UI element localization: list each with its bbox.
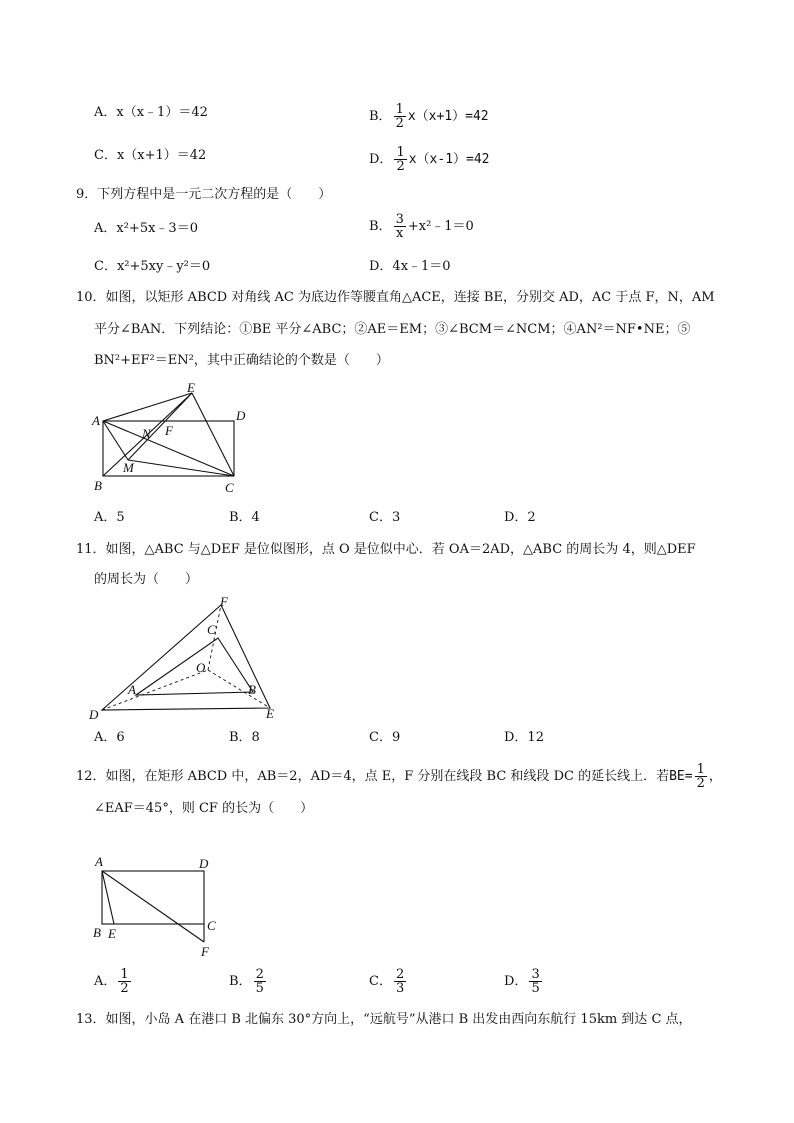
q10-option-b: B．4 — [229, 510, 260, 525]
q12-b-num: 2 — [255, 967, 264, 982]
q12-option-c — [369, 968, 408, 995]
q9-b-rest: +x²﹣1＝0 — [407, 219, 474, 234]
q12-a-label: A． — [94, 974, 117, 989]
q12-a-num: 1 — [120, 967, 129, 982]
q12-stem-text: 12．如图，在矩形 ABCD 中，AB＝2，AD＝4，点 E，F 分别在线段 BC 和线段 DC 的延长线上．若 — [76, 769, 670, 784]
q10-option-c: C．3 — [369, 510, 401, 525]
q13-stem-line1: 13．如图，小岛 A 在港口 B 北偏东 30°方向上，“远航号”从港口 B 出发由西向东航行 15km 到达 C 点， — [76, 1012, 692, 1027]
q11-ray-od — [102, 670, 208, 710]
q9-b-num: 3 — [395, 212, 404, 227]
q12-b-label: B． — [229, 974, 252, 989]
q8-option-c: C．x（x+1）＝42 — [94, 148, 207, 163]
q11-stem-line2: 的周长为（ ） — [94, 572, 199, 587]
q12-c-num: 2 — [395, 967, 405, 982]
q9-b-den: x — [396, 226, 404, 241]
q10-label-c: C — [225, 480, 234, 495]
q9-b-label: B． — [369, 219, 392, 234]
q10-label-e: E — [187, 380, 195, 395]
q12-segment-af — [102, 871, 204, 942]
q12-a-den: 2 — [120, 981, 129, 996]
q10-label-n: N — [142, 426, 151, 441]
q8-option-a: A．x（x﹣1）＝42 — [94, 105, 208, 120]
q11-label-f: F — [220, 594, 228, 609]
q12-ratio-num: 1 — [696, 762, 705, 777]
q12-option-d — [504, 968, 544, 995]
q11-label-a: A — [128, 682, 136, 697]
q11-label-e: E — [266, 706, 274, 721]
q8-option-b — [369, 103, 489, 130]
q10-label-m: M — [123, 460, 134, 475]
q12-label-b: B — [93, 925, 101, 940]
q12-c-den: 3 — [395, 981, 405, 996]
q8-b-num: 1 — [395, 102, 404, 117]
q12-rectangle — [102, 871, 204, 924]
q12-segment-ae — [102, 871, 114, 924]
q8-d-label: D． — [369, 152, 393, 167]
q10-stem-line3: BN²+EF²＝EN²，其中正确结论的个数是（ ） — [94, 353, 389, 368]
q10-label-f: F — [165, 423, 173, 438]
q10-option-d: D．2 — [504, 510, 536, 525]
q9-option-d: D．4x﹣1＝0 — [369, 259, 451, 274]
q11-stem-line1: 11．如图，△ABC 与△DEF 是位似图形，点 O 是位似中心．若 OA＝2AD，△ABC 的周长为 4，则△DEF — [76, 542, 696, 557]
q12-figure — [88, 850, 228, 962]
q9-option-a: A．x²+5x﹣3＝0 — [94, 221, 198, 236]
q12-ratio-den: 2 — [696, 776, 705, 791]
q8-d-fraction — [394, 146, 406, 173]
q10-stem-line1: 10．如图，以矩形 ABCD 对角线 AC 为底边作等腰直角△ACE，连接 BE，分别交 AD，AC 于点 F，N，AM — [76, 290, 715, 305]
q11-figure — [88, 590, 288, 725]
q8-d-num: 1 — [396, 145, 405, 160]
q12-option-a — [94, 968, 133, 995]
q12-d-num: 3 — [531, 967, 540, 982]
q12-label-f: F — [201, 944, 209, 959]
q12-stem-line2: ∠EAF＝45°，则 CF 的长为（ ） — [94, 801, 314, 816]
q11-label-d: D — [89, 707, 99, 722]
q8-b-fraction — [394, 103, 406, 130]
q9-stem: 9．下列方程中是一元二次方程的是（ ） — [76, 187, 332, 202]
q8-option-d — [369, 146, 490, 173]
q11-label-o: O — [196, 660, 206, 675]
q12-option-b — [229, 968, 268, 995]
q12-label-d: D — [199, 856, 209, 871]
q12-label-c: C — [207, 918, 216, 933]
q12-label-e: E — [108, 926, 116, 941]
q8-b-rest: x（x+1）=42 — [407, 109, 489, 124]
q10-figure — [90, 380, 260, 498]
q12-d-label: D． — [504, 974, 528, 989]
q12-b-fraction — [254, 968, 266, 995]
q12-ratio-fraction — [695, 763, 707, 790]
q10-label-d: D — [236, 408, 246, 423]
q10-label-a: A — [92, 413, 100, 428]
q12-d-fraction — [529, 968, 541, 995]
q8-b-label: B． — [369, 109, 392, 124]
q10-label-b: B — [94, 478, 102, 493]
q9-option-b — [369, 213, 474, 240]
q8-d-den: 2 — [396, 159, 405, 174]
q12-b-den: 5 — [255, 981, 264, 996]
q8-d-rest: x（x-1）=42 — [408, 152, 490, 167]
q9-option-c: C．x²+5xy﹣y²＝0 — [94, 259, 211, 274]
q11-option-c: C．9 — [369, 730, 401, 745]
q10-segment-am — [103, 421, 128, 460]
q11-option-b: B．8 — [229, 730, 260, 745]
q10-segment-mc — [128, 460, 234, 476]
q12-label-a: A — [95, 854, 103, 869]
q9-b-fraction — [394, 213, 406, 240]
q12-stem-line1 — [76, 763, 722, 790]
q12-stem-end: ， — [708, 769, 722, 784]
q10-stem-line2: 平分∠BAN．下列结论：①BE 平分∠ABC；②AE＝EM；③∠BCM＝∠NCM；④AN²＝NF•NE；⑤ — [94, 322, 691, 337]
q11-label-c: C — [207, 622, 216, 637]
q10-option-a: A．5 — [94, 510, 125, 525]
q8-b-den: 2 — [395, 116, 404, 131]
q12-c-label: C． — [369, 974, 392, 989]
q11-option-d: D．12 — [504, 730, 544, 745]
q11-option-a: A．6 — [94, 730, 125, 745]
q12-c-fraction — [394, 968, 406, 995]
q12-d-den: 5 — [531, 981, 540, 996]
q12-ratio-label: BE= — [669, 769, 693, 784]
q10-segment-ec — [192, 393, 234, 476]
q11-label-b: B — [248, 682, 256, 697]
q12-a-fraction — [118, 968, 130, 995]
